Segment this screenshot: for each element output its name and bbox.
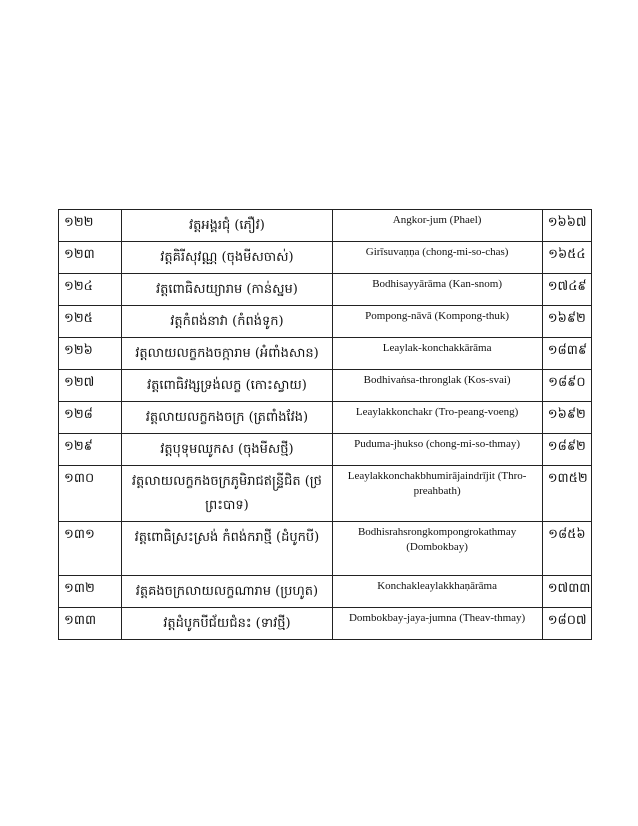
year: ១៦៩២ <box>542 402 591 434</box>
year: ១៧៤៩ <box>542 274 591 306</box>
row-number: ១៣១ <box>59 522 122 576</box>
latin-name: Bodhivaṅsa-thronglak (Kos-svai) <box>332 370 542 402</box>
row-number: ១៣៣ <box>59 608 122 640</box>
latin-name: Puduma-jhukso (chong-mi-so-thmay) <box>332 434 542 466</box>
year: ១៣៥២ <box>542 466 591 522</box>
khmer-name: វត្តអង្គរជុំ (ភឿវ) <box>122 210 332 242</box>
khmer-name: វត្តដំបូកបីជ័យជំនះ (ទាវថ្មី) <box>122 608 332 640</box>
latin-name: Leaylakkonchakbhumirājaindrījit (Thro-preahbath) <box>332 466 542 522</box>
table-row <box>59 306 592 338</box>
row-number: ១៣២ <box>59 576 122 608</box>
row-number: ១៣០ <box>59 466 122 522</box>
table-row <box>59 608 592 640</box>
table-row <box>59 434 592 466</box>
year: ១៨៣៩ <box>542 338 591 370</box>
year: ១៦៩២ <box>542 306 591 338</box>
khmer-name: វត្តគិរីសុវណ្ណ (ចុងមីសចាស់) <box>122 242 332 274</box>
khmer-name: វត្តពោធិវង្សទ្រង់លក្ខ (កោះស្វាយ) <box>122 370 332 402</box>
row-number: ១២៩ <box>59 434 122 466</box>
khmer-name: វត្តកំពង់នាវា (កំពង់ទូក) <box>122 306 332 338</box>
table-row <box>59 338 592 370</box>
latin-name: Leaylakkonchakr (Tro-peang-voeng) <box>332 402 542 434</box>
year: ១៦៥៤ <box>542 242 591 274</box>
latin-name: Bodhisrahsrongkompongrokathmay (Dombokbay) <box>332 522 542 576</box>
year: ១៧៣៣ <box>542 576 591 608</box>
latin-name: Pompong-nāvā (Kompong-thuk) <box>332 306 542 338</box>
table-row <box>59 466 592 522</box>
latin-name: Konchakleaylakkhaṇārāma <box>332 576 542 608</box>
latin-name: Bodhisayyārāma (Kan-snom) <box>332 274 542 306</box>
khmer-name: វត្តបុទុមឈូកស (ចុងមីសថ្មី) <box>122 434 332 466</box>
row-number: ១២៦ <box>59 338 122 370</box>
year: ១៨៩០ <box>542 370 591 402</box>
table-row <box>59 576 592 608</box>
table-row <box>59 370 592 402</box>
table-row <box>59 274 592 306</box>
row-number: ១២៤ <box>59 274 122 306</box>
latin-name: Dombokbay-jaya-jumna (Theav-thmay) <box>332 608 542 640</box>
row-number: ១២៨ <box>59 402 122 434</box>
row-number: ១២៥ <box>59 306 122 338</box>
khmer-name: វត្តពោធិស្រះស្រង់ កំពង់ករាថ្មី (ដំបូកបី) <box>122 522 332 576</box>
year: ១៨៩២ <box>542 434 591 466</box>
table-row <box>59 210 592 242</box>
khmer-name: វត្តគងចក្រលាយលក្ខណារាម (ប្រហូត) <box>122 576 332 608</box>
year: ១៦៦៧ <box>542 210 591 242</box>
year: ១៨៥៦ <box>542 522 591 576</box>
table-row <box>59 242 592 274</box>
khmer-name: វត្តពោធិសយ្យារាម (កាន់ស្នម) <box>122 274 332 306</box>
row-number: ១២៣ <box>59 242 122 274</box>
latin-name: Angkor-jum (Phael) <box>332 210 542 242</box>
khmer-name: វត្តលាយលក្ខកងចក្ការាម (អំពាំងសាន) <box>122 338 332 370</box>
table-row <box>59 522 592 576</box>
table-row <box>59 402 592 434</box>
temple-table <box>58 209 592 640</box>
row-number: ១២២ <box>59 210 122 242</box>
latin-name: Girīsuvaṇṇa (chong-mi-so-chas) <box>332 242 542 274</box>
khmer-name: វត្តលាយលក្ខកងចក្រ (ត្រពាំងវែង) <box>122 402 332 434</box>
khmer-name: វត្តលាយលក្ខកងចក្រភូមិរាជឥន្ទ្រីជិត (ថ្រព្រះបាទ) <box>122 466 332 522</box>
latin-name: Leaylak-konchakkārāma <box>332 338 542 370</box>
year: ១៨០៧ <box>542 608 591 640</box>
row-number: ១២៧ <box>59 370 122 402</box>
